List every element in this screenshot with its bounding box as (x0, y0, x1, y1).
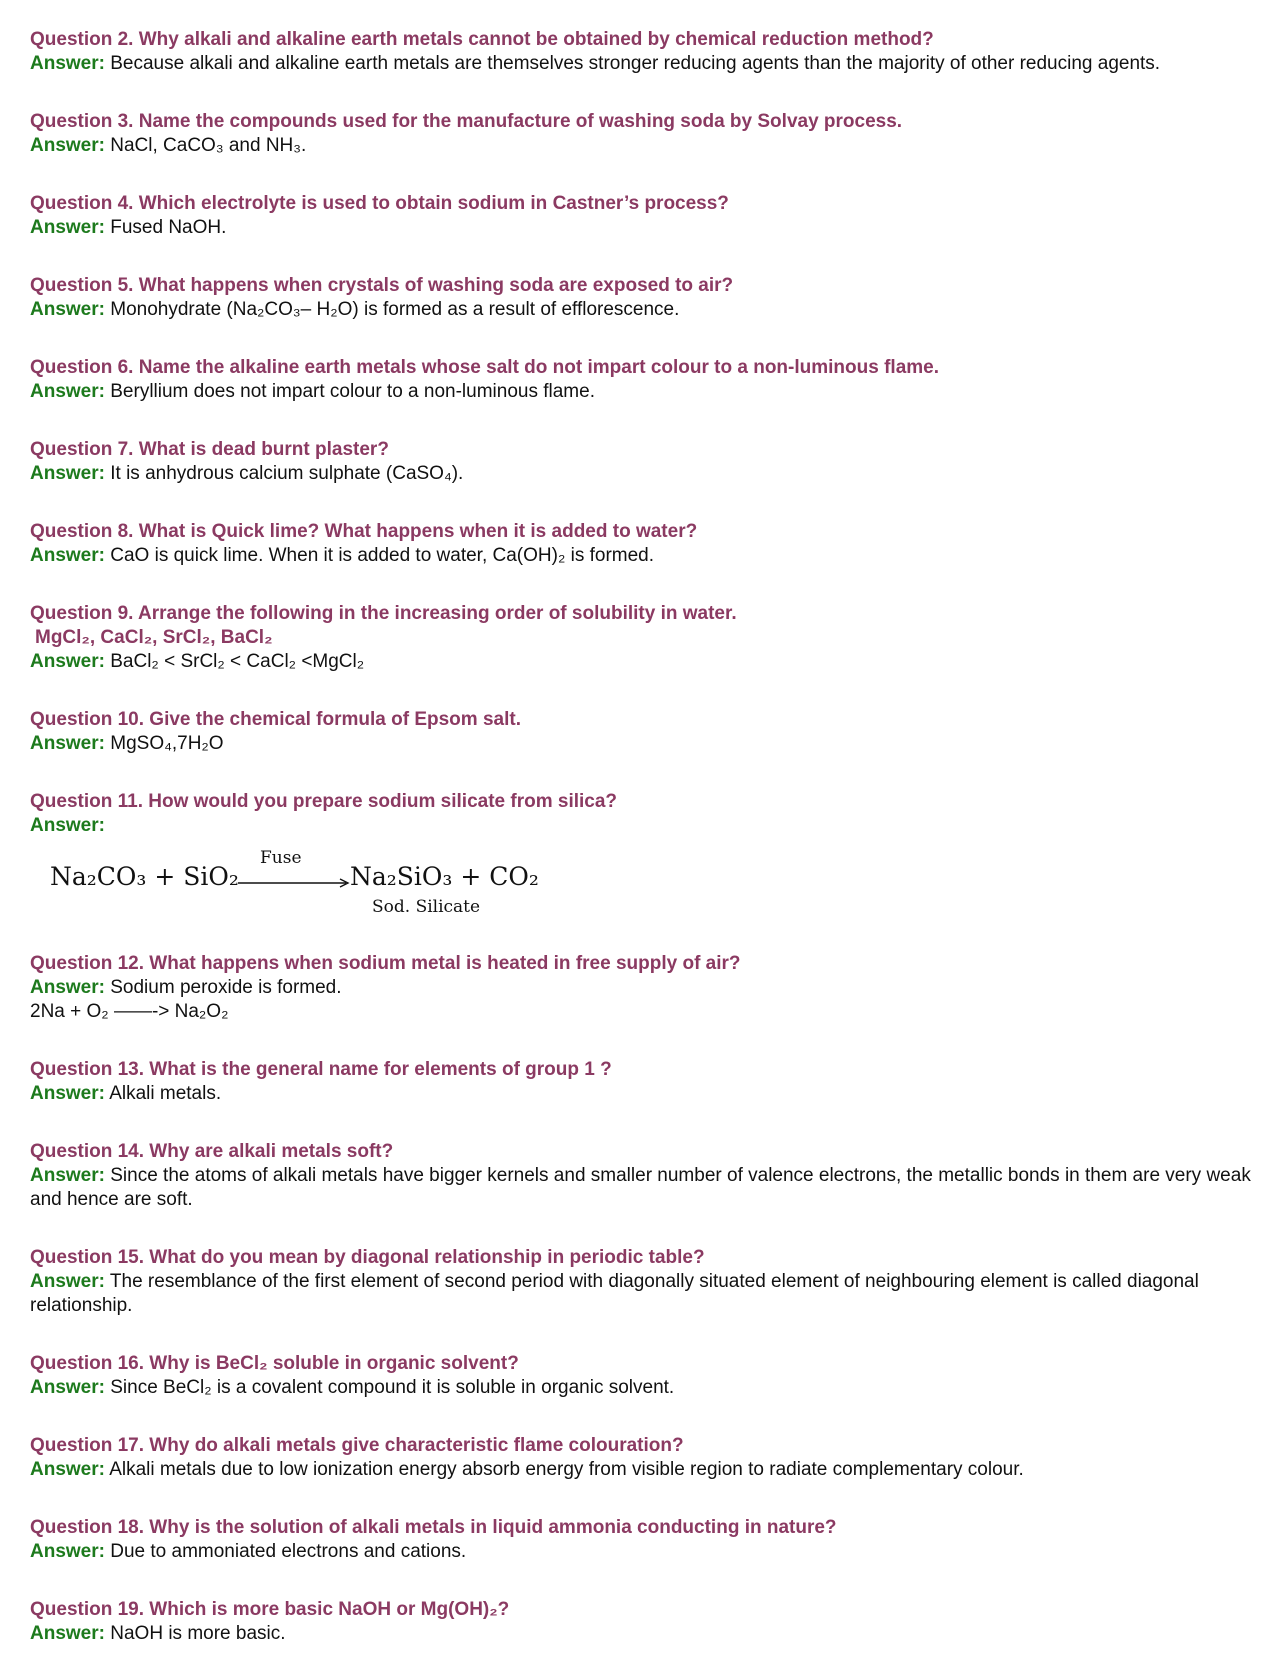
answer-text: Alkali metals due to low ionization energy absorb energy from visible region to radiate complementary colour. (109, 1459, 1024, 1480)
answer (30, 380, 1265, 404)
answer-label: Answer: (30, 1541, 105, 1562)
answer (30, 462, 1265, 486)
question: Question 15. What do you mean by diagonal relationship in periodic table? (30, 1247, 705, 1268)
answer-label: Answer: (30, 1165, 105, 1186)
qa-item-14 (30, 1140, 1265, 1212)
question: Question 10. Give the chemical formula of Epsom salt. (30, 709, 521, 730)
question: Question 5. What happens when crystals of washing soda are exposed to air? (30, 275, 734, 296)
qa-item-16 (30, 1352, 1265, 1400)
question: Question 16. Why is BeCl₂ soluble in organic solvent? (30, 1353, 519, 1374)
answer-label: Answer: (30, 217, 105, 238)
answer-text: It is anhydrous calcium sulphate (CaSO₄). (110, 463, 464, 484)
question: Question 8. What is Quick lime? What happens when it is added to water? (30, 521, 698, 542)
reaction-line: 2Na + O₂ ——-> Na₂O₂ (30, 1001, 229, 1022)
equation-products: Na₂SiO₃ + CO₂ (350, 862, 539, 891)
question: Question 14. Why are alkali metals soft? (30, 1141, 394, 1162)
qa-item-10 (30, 708, 1265, 756)
answer-label: Answer: (30, 135, 105, 156)
answer-text: CaO is quick lime. When it is added to water, Ca(OH)₂ is formed. (110, 545, 655, 566)
answer (30, 732, 1265, 756)
answer-text: Since BeCl₂ is a covalent compound it is soluble in organic solvent. (110, 1377, 675, 1398)
answer-text: BaCl₂ < SrCl₂ < CaCl₂ <MgCl₂ (110, 651, 365, 672)
answer-text: The resemblance of the first element of second period with diagonally situated element of neighbouring element is called diagonal relationship. (30, 1271, 1199, 1316)
answer-text: Monohydrate (Na₂CO₃– H₂O) is formed as a result of efflorescence. (110, 299, 680, 320)
qa-item-6 (30, 356, 1265, 404)
answer-text: Since the atoms of alkali metals have bigger kernels and smaller number of valence electrons, the metallic bonds in them are very weak and hence are soft. (30, 1165, 1251, 1210)
question: Question 3. Name the compounds used for the manufacture of washing soda by Solvay process. (30, 111, 903, 132)
answer-text: Alkali metals. (109, 1083, 222, 1104)
answer (30, 650, 1265, 674)
qa-item-9 (30, 602, 1265, 674)
answer-label: Answer: (30, 977, 105, 998)
question: Question 11. How would you prepare sodium silicate from silica? (30, 791, 618, 812)
answer (30, 1270, 1265, 1318)
answer (30, 1164, 1265, 1212)
answer (30, 216, 1265, 240)
question: Question 2. Why alkali and alkaline earth metals cannot be obtained by chemical reduction method? (30, 29, 934, 50)
answer-label: Answer: (30, 1377, 105, 1398)
answer-label: Answer: (30, 1083, 105, 1104)
qa-item-19 (30, 1598, 1265, 1646)
answer-label: Answer: (30, 1271, 105, 1292)
question: Question 4. Which electrolyte is used to obtain sodium in Castner’s process? (30, 193, 729, 214)
answer-text: Due to ammoniated electrons and cations. (110, 1541, 467, 1562)
answer-label: Answer: (30, 815, 105, 836)
qa-item-5 (30, 274, 1265, 322)
answer (30, 1540, 1265, 1564)
answer-text: Sodium peroxide is formed. (110, 977, 342, 998)
product-label: Sod. Silicate (372, 897, 481, 917)
question: Question 12. What happens when sodium metal is heated in free supply of air? (30, 953, 741, 974)
answer-text: MgSO₄,7H₂O (110, 733, 224, 754)
answer-label: Answer: (30, 381, 105, 402)
equation-condition: Fuse (260, 848, 302, 868)
qa-item-7 (30, 438, 1265, 486)
answer-label: Answer: (30, 1459, 105, 1480)
question: Question 6. Name the alkaline earth metals whose salt do not impart colour to a non-luminous flame. (30, 357, 940, 378)
answer-label: Answer: (30, 651, 105, 672)
qa-item-2 (30, 28, 1265, 76)
qa-item-11 (30, 790, 1265, 926)
equation-reactants: Na₂CO₃ + SiO₂ (50, 862, 239, 891)
answer-text: Beryllium does not impart colour to a non-luminous flame. (110, 381, 595, 402)
qa-item-8 (30, 520, 1265, 568)
answer-label: Answer: (30, 53, 105, 74)
reaction-arrow-icon (238, 878, 350, 888)
answer-text: Because alkali and alkaline earth metals are themselves stronger reducing agents than the majority of other reducing agents. (110, 53, 1161, 74)
qa-item-12 (30, 952, 1265, 1024)
qa-item-17 (30, 1434, 1265, 1482)
answer-text: Fused NaOH. (110, 217, 227, 238)
answer (30, 1622, 1265, 1646)
qa-item-15 (30, 1246, 1265, 1318)
answer-label: Answer: (30, 733, 105, 754)
qa-item-4 (30, 192, 1265, 240)
qa-item-13 (30, 1058, 1265, 1106)
answer-label: Answer: (30, 1623, 105, 1644)
question: Question 13. What is the general name for elements of group 1 ? (30, 1059, 612, 1080)
answer-text: NaCl, CaCO₃ and NH₃. (110, 135, 307, 156)
qa-item-3 (30, 110, 1265, 158)
reaction-equation (30, 842, 1265, 926)
answer-label: Answer: (30, 463, 105, 484)
qa-document (30, 28, 1265, 1680)
answer (30, 1458, 1265, 1482)
answer-text: NaOH is more basic. (110, 1623, 286, 1644)
answer (30, 976, 1265, 1000)
answer (30, 52, 1265, 76)
answer (30, 1376, 1265, 1400)
answer-label: Answer: (30, 545, 105, 566)
question: Question 9. Arrange the following in the increasing order of solubility in water. (30, 603, 737, 624)
answer (30, 298, 1265, 322)
question-line-2: MgCl₂, CaCl₂, SrCl₂, BaCl₂ (35, 627, 273, 648)
answer (30, 814, 1265, 838)
question: Question 19. Which is more basic NaOH or Mg(OH)₂? (30, 1599, 510, 1620)
question: Question 18. Why is the solution of alkali metals in liquid ammonia conducting in nature? (30, 1517, 837, 1538)
answer (30, 134, 1265, 158)
question: Question 7. What is dead burnt plaster? (30, 439, 389, 460)
question: Question 17. Why do alkali metals give characteristic flame colouration? (30, 1435, 684, 1456)
answer (30, 1082, 1265, 1106)
answer-label: Answer: (30, 299, 105, 320)
answer (30, 544, 1265, 568)
qa-item-18 (30, 1516, 1265, 1564)
